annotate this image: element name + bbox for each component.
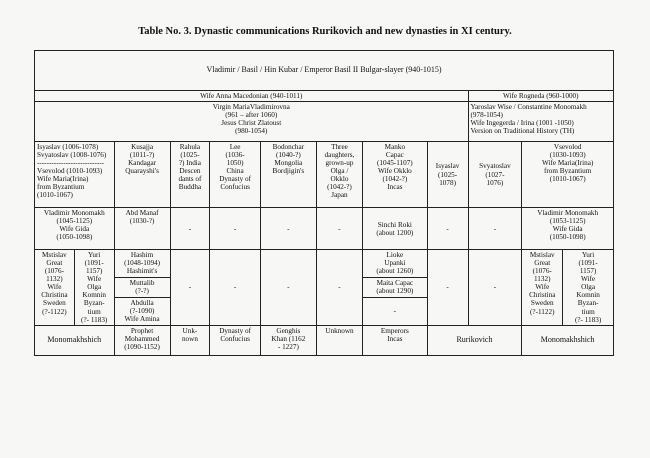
dash-cell: -: [316, 208, 362, 250]
dash-cell: -: [210, 250, 261, 326]
lee: Lee (1036- 1050) China Dynasty of Confucius: [210, 142, 261, 208]
unknown: Unknown: [316, 325, 362, 355]
isyaslav-svyatoslav: Isyaslav (1006-1078) Svyatoslav (1008-1076) ---------------------------- Vsevolod (1010-1093) Wife Maria(Irina) from Byzantium (1010-1067): [35, 142, 115, 208]
dash-cell: -: [468, 208, 522, 250]
dash-cell: -: [170, 250, 210, 326]
muttalib: Muttalib (?-?): [114, 277, 170, 297]
dynasty-confucius: Dynasty of Confucius: [210, 325, 261, 355]
svyatoslav-th: Svyatoslav (1027- 1076): [468, 142, 522, 208]
virgin-maria: Virgin MariaVladimirovna (961 – after 1060) Jesus Christ Zlatoust (980-1054): [35, 102, 469, 142]
dynasty-table: [34, 50, 614, 356]
wife-anna: Wife Anna Macedonian (940-1011): [35, 91, 469, 102]
manko-capac: Manko Capac (1045-1107) Wife Okklo (1042-?) Incas: [363, 142, 428, 208]
yuri: Yuri (1091- 1157) Wife Olga Komnin Byzan- tium (?- 1183): [74, 250, 114, 326]
monomakhshich-th: Monomakhshich: [522, 325, 614, 355]
prophet-mohammed: Prophet Mohammed (1090-1152): [114, 325, 170, 355]
yuri-th: Yuri (1091- 1157) Wife Olga Komnin Byzan- tium (?- 1183): [563, 250, 614, 326]
mstislav: Mstislav Great (1076- 1132) Wife Christina Sweden (?-1122): [35, 250, 75, 326]
vsevolod-th: Vsevolod (1030-1093) Wife Maria(Irina) from Byzantium (1010-1067): [522, 142, 614, 208]
monomakhshich: Monomakhshich: [35, 325, 115, 355]
dash-cell: -: [210, 208, 261, 250]
bodonchar: Bodonchar (1040-?) Mongolia Bordjigin's: [260, 142, 316, 208]
emperors-incas: Emperors Incas: [363, 325, 428, 355]
wife-rogneda: Wife Rogneda (960-1000): [468, 91, 613, 102]
lioke-upanki: Lioke Upanki (about 1260): [363, 250, 428, 278]
vladimir-monomakh-th: Vladimir Monomakh (1053-1125) Wife Gida (1050-1098): [522, 208, 614, 250]
genghis-khan: Genghis Khan (1162 - 1227): [260, 325, 316, 355]
kusajja: Kusajja (1011-?) Kandagar Quarayshi's: [114, 142, 170, 208]
dash-cell: -: [427, 250, 468, 326]
rurikovich: Rurikovich: [427, 325, 522, 355]
hashim: Hashim (1048-1094) Hashimit's: [114, 250, 170, 278]
vladimir-monomakh: Vladimir Monomakh (1045-1125) Wife Gida (1050-1098): [35, 208, 115, 250]
root-ancestor: Vladimir / Basil / Hin Kubar / Emperor Basil II Bulgar-slayer (940-1015): [35, 51, 614, 91]
dash-cell: -: [260, 208, 316, 250]
sinchi-roki: Sinchi Roki (about 1200): [363, 208, 428, 250]
page-title: Table No. 3. Dynastic communications Rurikovich and new dynasties in XI century.: [138, 26, 512, 37]
yaroslav-wise: Yaroslav Wise / Constantine Monomakh (978-1054) Wife Ingegerda / Irina (1001 -1050) Version on Traditional History (TH): [468, 102, 613, 142]
dash-cell: -: [316, 250, 362, 326]
dash-cell: -: [427, 208, 468, 250]
dash-cell: -: [260, 250, 316, 326]
unknown-short: Unk- nown: [170, 325, 210, 355]
rahula: Rahula (1025- ?) India Descen dants of Buddha: [170, 142, 210, 208]
dash-cell: -: [363, 297, 428, 325]
isyaslav-th: Isyaslav (1025- 1078): [427, 142, 468, 208]
abdulla: Abdulla (?-1090) Wife Amina: [114, 297, 170, 325]
three-daughters: Three daughters, grown-up Olga / Okklo (1042-?) Japan: [316, 142, 362, 208]
maita-capac: Maita Capac (about 1290): [363, 277, 428, 297]
dash-cell: -: [170, 208, 210, 250]
mstislav-th: Mstislav Great (1076- 1132) Wife Christina Sweden (?-1122): [522, 250, 563, 326]
abd-manaf: Abd Manaf (1030-?): [114, 208, 170, 250]
dash-cell: -: [468, 250, 522, 326]
